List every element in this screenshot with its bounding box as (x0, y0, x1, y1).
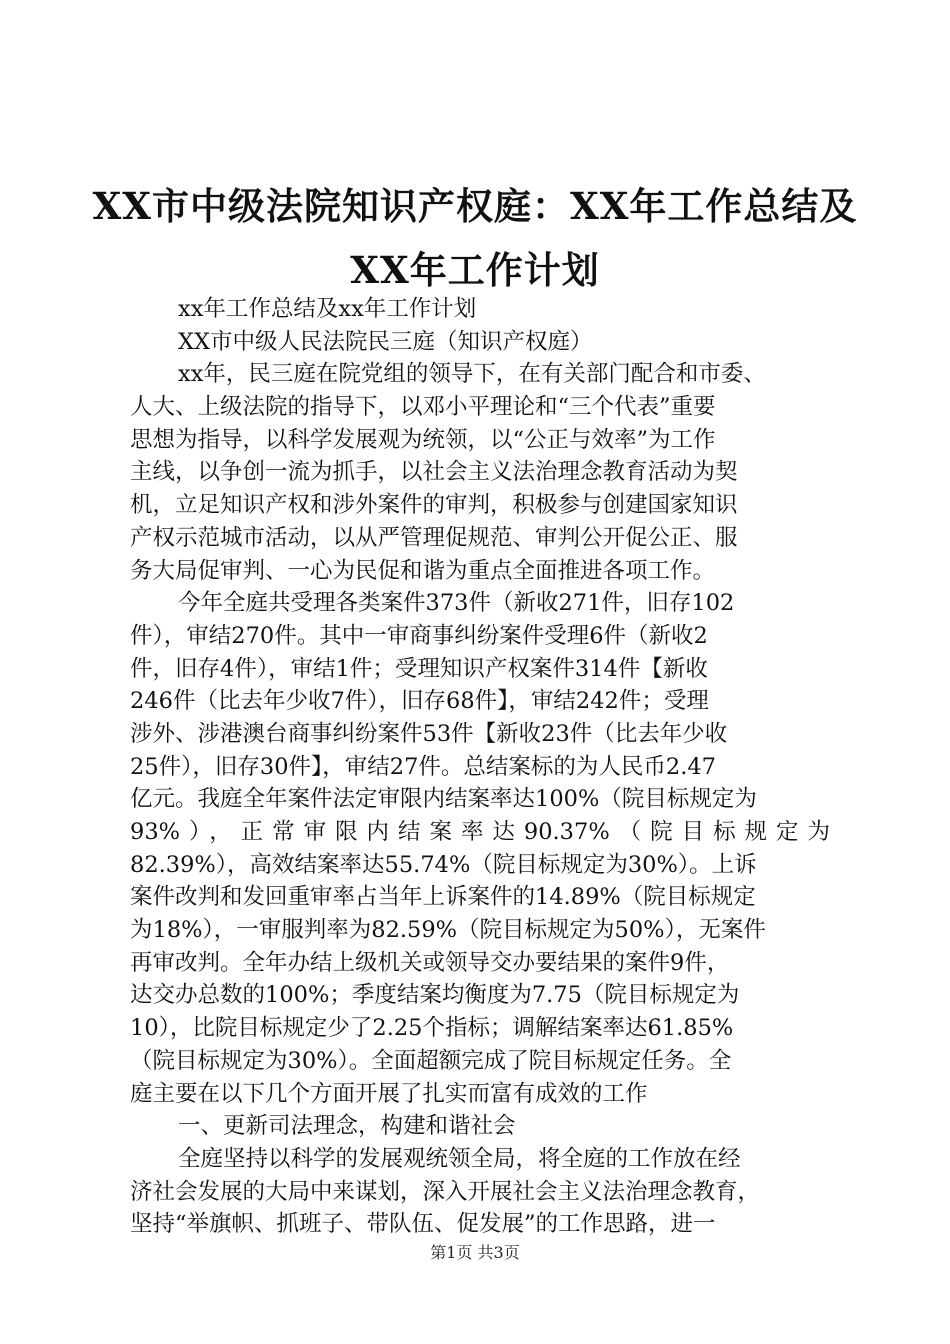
document-body (130, 293, 830, 1241)
body-text-line: 机，立足知识产权和涉外案件的审判，积极参与创建国家知识 (130, 492, 738, 519)
body-text-line: 亿元。我庭全年案件法定审限内结案率达100%（院目标规定为 (130, 786, 757, 813)
body-text-line: 达交办总数的100%；季度结案均衡度为7.75（院目标规定为 (130, 982, 740, 1009)
page-footer: 第1页 共3页 (430, 1243, 520, 1262)
body-text-line: 件，旧存4件），审结1件；受理知识产权案件314件【新收 (130, 655, 708, 682)
body-text-line: 坚持“举旗帜、抓班子、带队伍、促发展”的工作思路，进一 (130, 1211, 716, 1238)
body-text-line: 今年全庭共受理各类案件373件（新收271件，旧存102 (178, 590, 735, 617)
body-text-line: 为18%），一审服判率为82.59%（院目标规定为50%），无案件 (130, 917, 766, 944)
body-text-line: 件），审结270件。其中一审商事纠纷案件受理6件（新收2 (130, 622, 708, 649)
body-text-line: 人大、上级法院的指导下，以邓小平理论和“三个代表”重要 (130, 394, 716, 421)
body-text-line: 93%），正常审限内结案率达90.37%（院目标规定为 (130, 819, 830, 845)
body-text-line: 务大局促审判、一心为民促和谐为重点全面推进各项工作。 (130, 557, 716, 584)
body-text-line: 10），比院目标规定少了2.25个指标；调解结案率达61.85% (130, 1015, 734, 1042)
document-title-line-1: XX市中级法院知识产权庭：XX年工作总结及 (92, 184, 858, 228)
body-text-line: 济社会发展的大局中来谋划，深入开展社会主义法治理念教育， (130, 1178, 761, 1205)
body-text-line: 再审改判。全年办结上级机关或领导交办要结果的案件9件， (130, 949, 730, 976)
body-text-line: 产权示范城市活动，以从严管理促规范、审判公开促公正、服 (130, 524, 738, 551)
body-text-line: 庭主要在以下几个方面开展了扎实而富有成效的工作 (130, 1080, 648, 1107)
body-text-line: xx年工作总结及xx年工作计划 (178, 296, 477, 322)
body-text-line: XX市中级人民法院民三庭（知识产权庭） (178, 328, 593, 355)
body-text-line: xx年，民三庭在院党组的领导下，在有关部门配合和市委、 (178, 361, 766, 388)
body-text-line: 82.39%），高效结案率达55.74%（院目标规定为30%）。上诉 (130, 851, 757, 878)
body-text-line: 全庭坚持以科学的发展观统领全局，将全庭的工作放在经 (178, 1145, 741, 1172)
body-text-line: 246件（比去年少收7件），旧存68件】，审结242件；受理 (130, 688, 709, 715)
body-text-line: （院目标规定为30%）。全面超额完成了院目标规定任务。全 (130, 1047, 732, 1074)
body-text-line: 思想为指导，以科学发展观为统领，以“公正与效率”为工作 (130, 426, 716, 453)
document-title-line-2: XX年工作计划 (350, 248, 600, 292)
body-text-line: 涉外、涉港澳台商事纠纷案件53件【新收23件（比去年少收 (130, 720, 728, 747)
body-text-line: 25件），旧存30件】，审结27件。总结案标的为人民币2.47 (130, 753, 716, 780)
body-text-line: 一、更新司法理念，构建和谐社会 (178, 1113, 516, 1140)
body-text-line: 主线，以争创一流为抓手，以社会主义法治理念教育活动为契 (130, 459, 738, 486)
body-text-line: 案件改判和发回重审率占当年上诉案件的14.89%（院目标规定 (130, 884, 756, 911)
